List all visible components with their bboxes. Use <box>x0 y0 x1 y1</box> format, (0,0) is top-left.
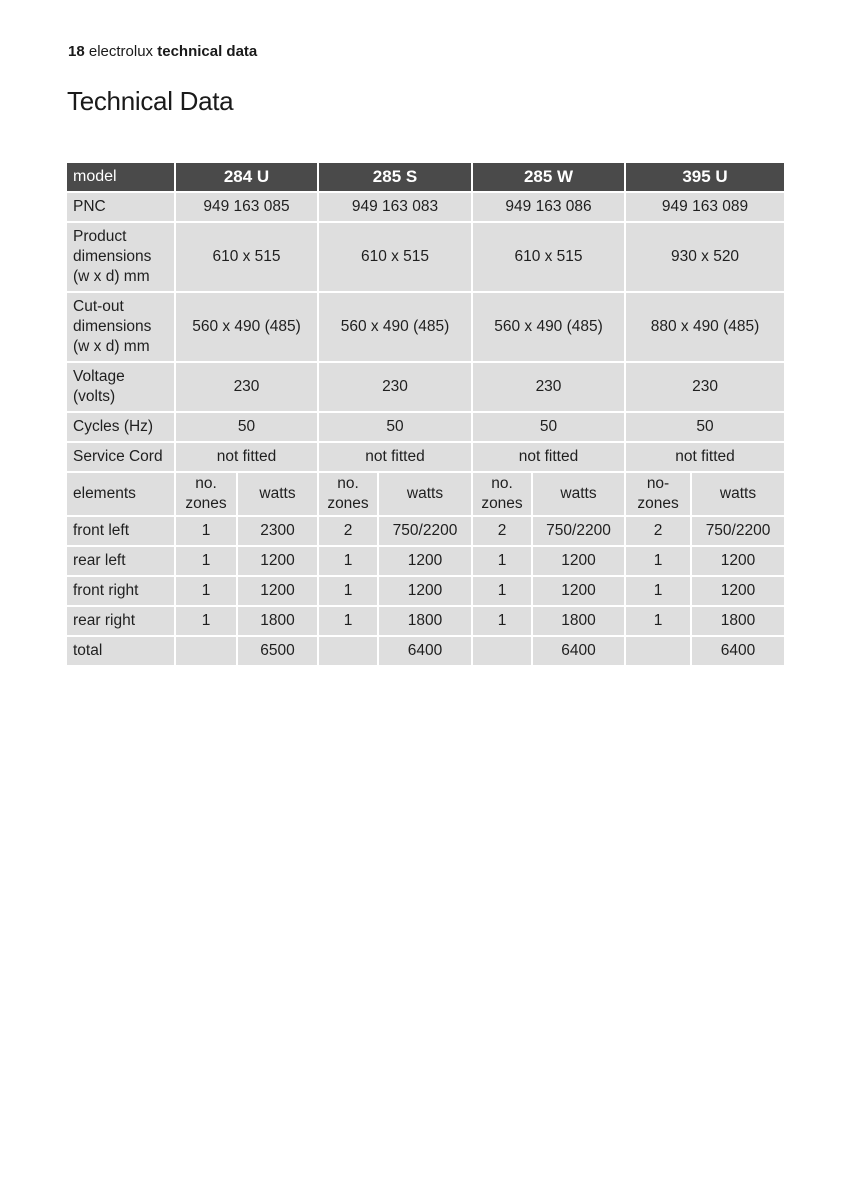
element-row-rear-right <box>67 607 784 635</box>
service-cord-row <box>67 443 784 471</box>
pnc-row <box>67 193 784 221</box>
voltage-value: 230 <box>176 363 317 411</box>
zones-value <box>473 637 531 665</box>
zones-value: 1 <box>626 577 690 605</box>
zones-value <box>626 637 690 665</box>
cutout-dimensions-value: 560 x 490 (485) <box>319 293 471 361</box>
watts-value: 1800 <box>238 607 317 635</box>
service-cord-value: not fitted <box>473 443 624 471</box>
zones-value: 1 <box>176 517 236 545</box>
row-label: Service Cord <box>67 443 174 471</box>
watts-value: 1200 <box>692 577 784 605</box>
cycles-value: 50 <box>473 413 624 441</box>
zones-value: 1 <box>319 577 377 605</box>
cycles-value: 50 <box>319 413 471 441</box>
model-395u: 395 U <box>626 163 784 191</box>
voltage-row <box>67 363 784 411</box>
model-285w: 285 W <box>473 163 624 191</box>
cutout-dimensions-value: 560 x 490 (485) <box>473 293 624 361</box>
row-label: Cycles (Hz) <box>67 413 174 441</box>
element-row-front-left <box>67 517 784 545</box>
product-dimensions-value: 610 x 515 <box>319 223 471 291</box>
watts-value: 1200 <box>533 547 624 575</box>
product-dimensions-row <box>67 223 784 291</box>
pnc-value: 949 163 086 <box>473 193 624 221</box>
zones-value <box>319 637 377 665</box>
voltage-value: 230 <box>473 363 624 411</box>
zones-value: 1 <box>176 547 236 575</box>
row-label: PNC <box>67 193 174 221</box>
model-285s: 285 S <box>319 163 471 191</box>
watts-header: watts <box>533 473 624 515</box>
zones-value: 1 <box>626 547 690 575</box>
running-header <box>68 42 257 62</box>
watts-value: 1200 <box>238 547 317 575</box>
zones-value: 2 <box>626 517 690 545</box>
watts-value: 6500 <box>238 637 317 665</box>
pnc-value: 949 163 083 <box>319 193 471 221</box>
watts-value: 1200 <box>238 577 317 605</box>
service-cord-value: not fitted <box>626 443 784 471</box>
watts-value: 1800 <box>533 607 624 635</box>
cutout-dimensions-row <box>67 293 784 361</box>
row-label: Voltage (volts) <box>73 368 125 405</box>
watts-value: 6400 <box>379 637 471 665</box>
element-row-rear-left <box>67 547 784 575</box>
zones-value: 1 <box>626 607 690 635</box>
zones-value: 1 <box>176 607 236 635</box>
watts-value: 2300 <box>238 517 317 545</box>
row-label: elements <box>67 473 174 515</box>
zones-header: no. zones <box>185 475 227 512</box>
row-label: Product dimensions (w x d) mm <box>73 228 152 285</box>
zones-header: no. zones <box>481 475 523 512</box>
zones-header: no- zones <box>637 475 679 512</box>
service-cord-value: not fitted <box>319 443 471 471</box>
cutout-dimensions-value: 880 x 490 (485) <box>626 293 784 361</box>
service-cord-value: not fitted <box>176 443 317 471</box>
model-header-row <box>67 163 784 191</box>
zones-value: 1 <box>319 607 377 635</box>
element-row-front-right <box>67 577 784 605</box>
cycles-value: 50 <box>626 413 784 441</box>
row-label: front right <box>67 577 174 605</box>
watts-value: 1200 <box>379 577 471 605</box>
watts-value: 1800 <box>379 607 471 635</box>
zones-value: 1 <box>473 607 531 635</box>
watts-value: 750/2200 <box>379 517 471 545</box>
pnc-value: 949 163 089 <box>626 193 784 221</box>
watts-header: watts <box>379 473 471 515</box>
row-label: rear left <box>67 547 174 575</box>
zones-value: 2 <box>319 517 377 545</box>
zones-value <box>176 637 236 665</box>
voltage-value: 230 <box>319 363 471 411</box>
cycles-value: 50 <box>176 413 317 441</box>
watts-value: 750/2200 <box>533 517 624 545</box>
zones-value: 1 <box>473 577 531 605</box>
page-title: Technical Data <box>67 86 234 116</box>
cutout-dimensions-value: 560 x 490 (485) <box>176 293 317 361</box>
brand-name: electrolux <box>88 43 154 60</box>
zones-value: 1 <box>176 577 236 605</box>
zones-value: 1 <box>319 547 377 575</box>
row-label: Cut-out dimensions (w x d) mm <box>73 298 152 355</box>
row-label: front left <box>67 517 174 545</box>
page-number: 18 <box>68 43 85 60</box>
element-row-total <box>67 637 784 665</box>
pnc-value: 949 163 085 <box>176 193 317 221</box>
product-dimensions-value: 610 x 515 <box>473 223 624 291</box>
cycles-row <box>67 413 784 441</box>
product-dimensions-value: 610 x 515 <box>176 223 317 291</box>
watts-value: 750/2200 <box>692 517 784 545</box>
watts-value: 1200 <box>379 547 471 575</box>
watts-value: 6400 <box>692 637 784 665</box>
zones-header: no. zones <box>327 475 369 512</box>
elements-header-row <box>67 473 784 515</box>
section-name: technical data <box>157 43 258 60</box>
row-label: rear right <box>67 607 174 635</box>
product-dimensions-value: 930 x 520 <box>626 223 784 291</box>
model-label: model <box>67 163 174 191</box>
model-284u: 284 U <box>176 163 317 191</box>
zones-value: 1 <box>473 547 531 575</box>
watts-value: 6400 <box>533 637 624 665</box>
voltage-value: 230 <box>626 363 784 411</box>
row-label: total <box>67 637 174 665</box>
watts-value: 1800 <box>692 607 784 635</box>
watts-header: watts <box>238 473 317 515</box>
technical-data-table <box>65 161 786 667</box>
watts-header: watts <box>692 473 784 515</box>
watts-value: 1200 <box>533 577 624 605</box>
zones-value: 2 <box>473 517 531 545</box>
watts-value: 1200 <box>692 547 784 575</box>
